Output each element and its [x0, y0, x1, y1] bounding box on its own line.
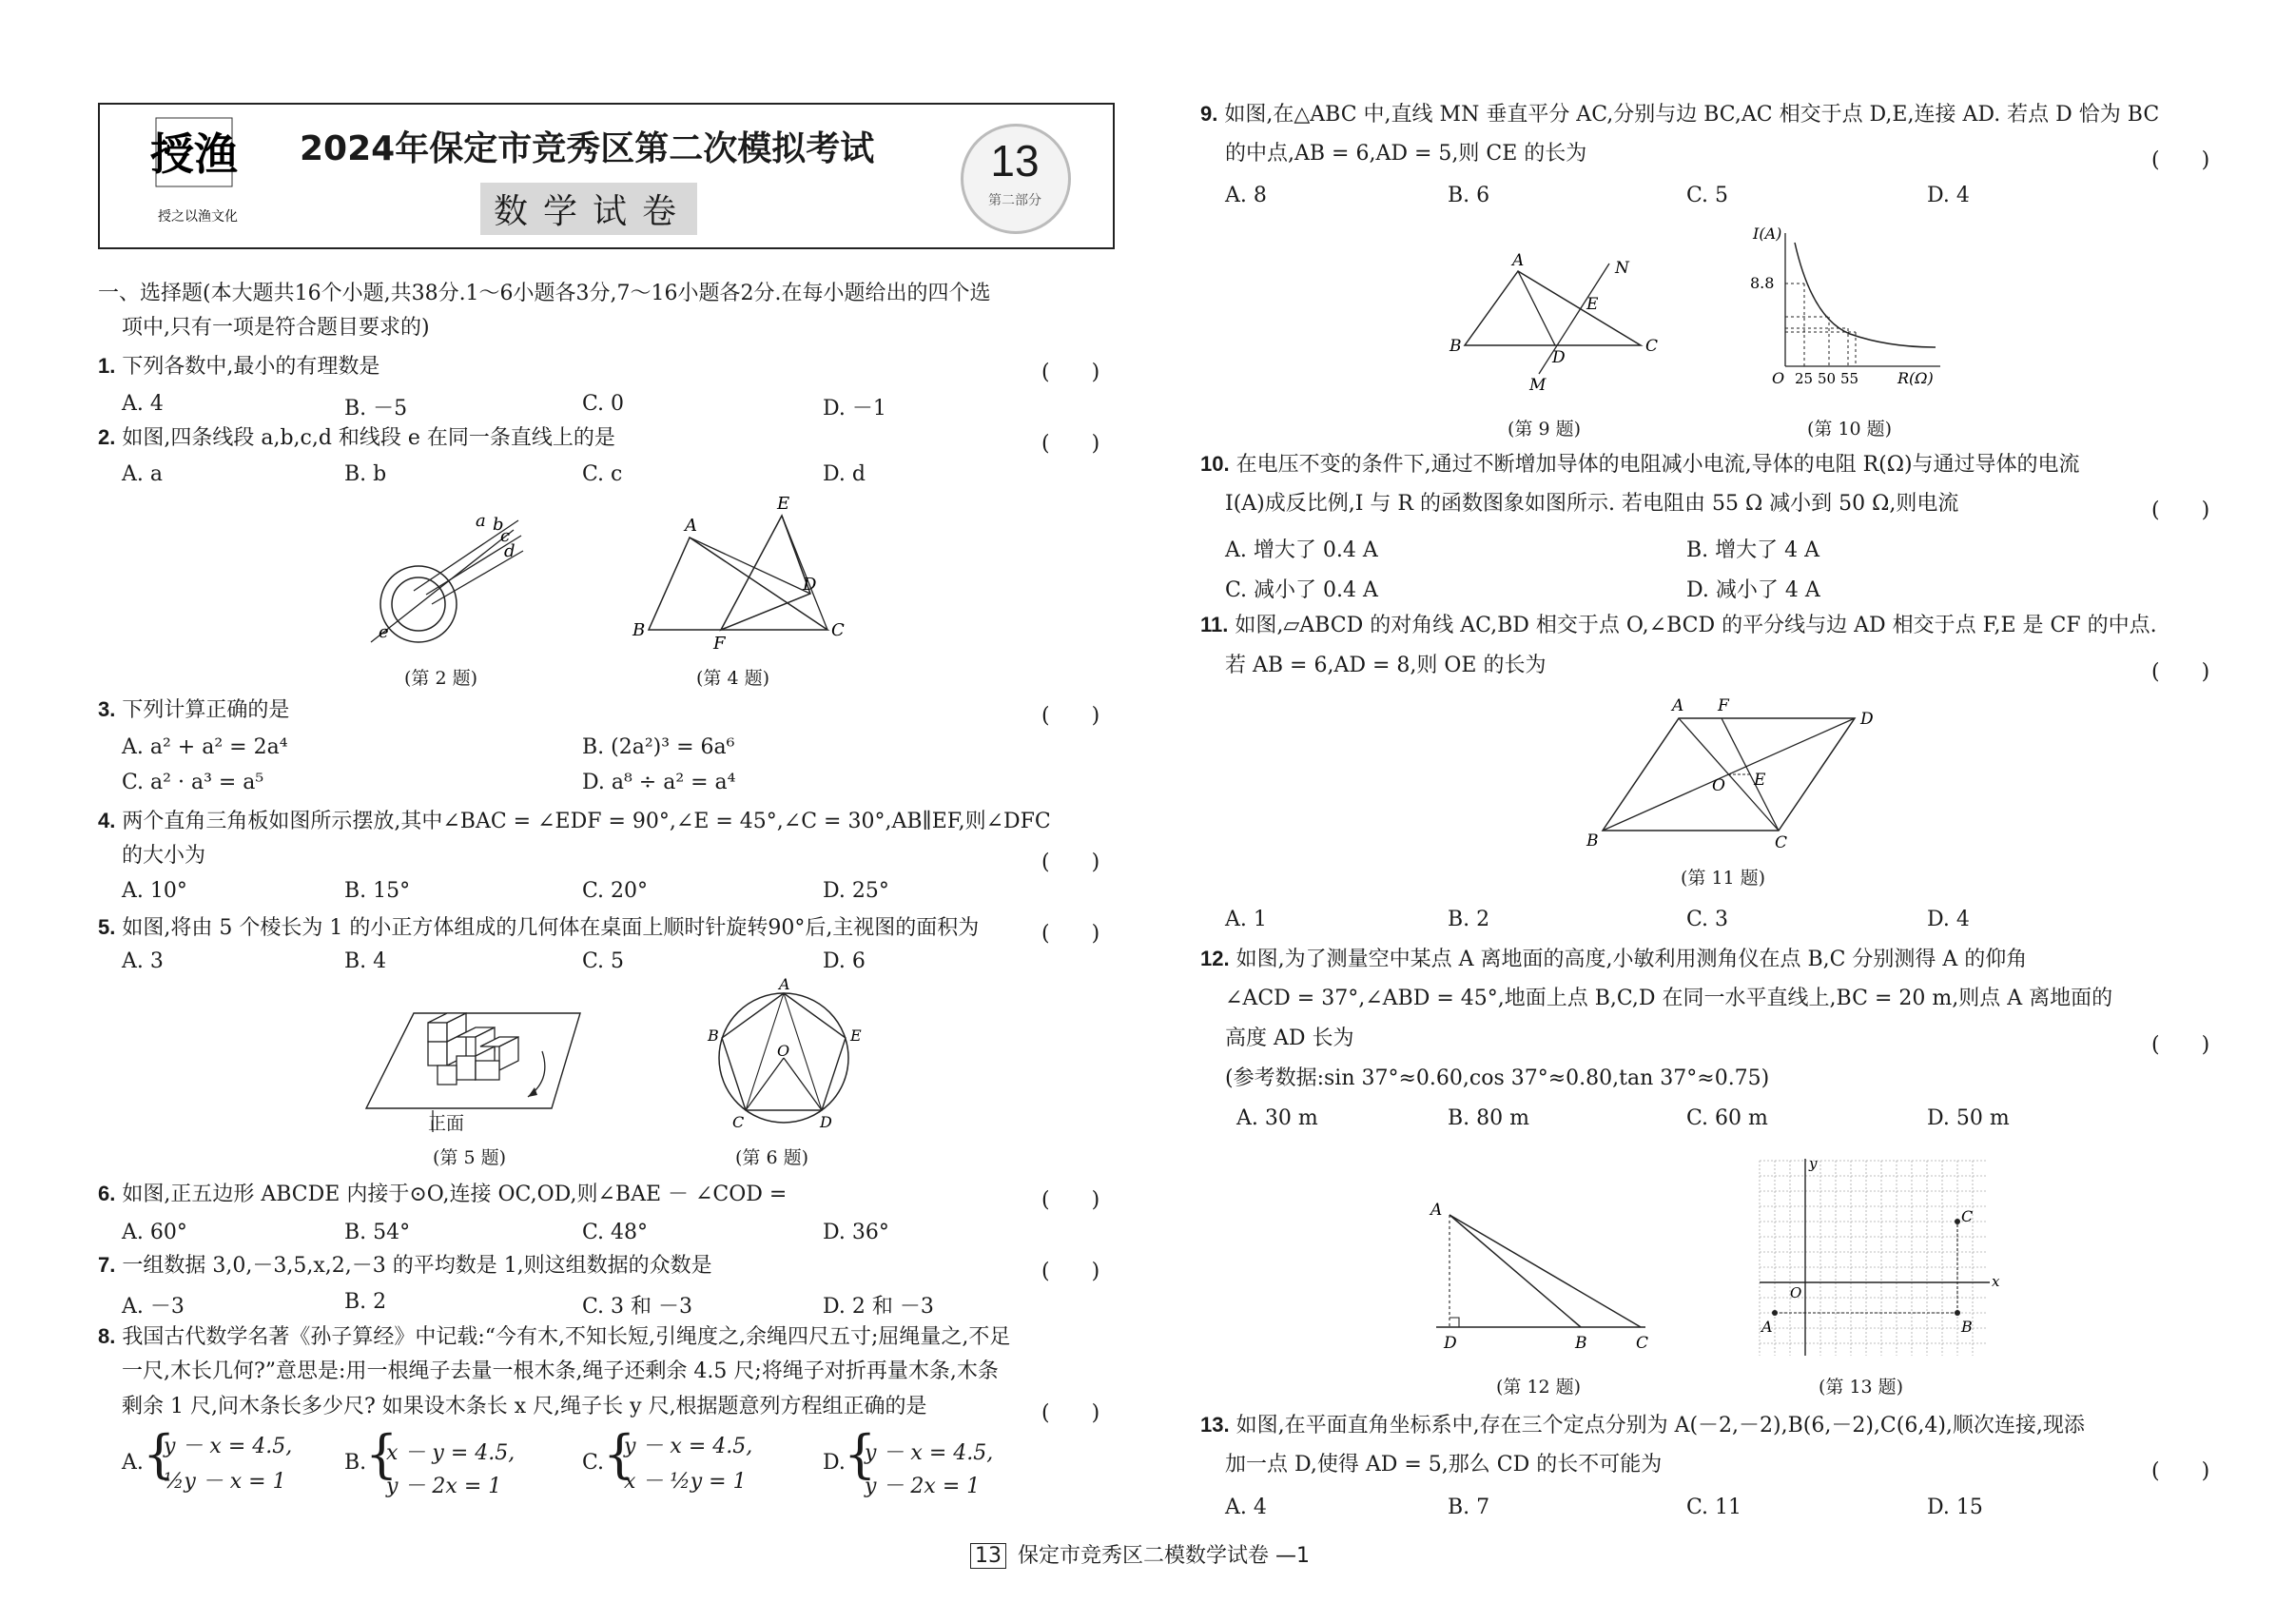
svg-text:O: O	[777, 1042, 790, 1060]
question-text: 如图,正五边形 ABCDE 内接于⊙O,连接 OC,OD,则∠BAE － ∠COD =	[122, 1183, 788, 1206]
question-number: 1.	[98, 354, 116, 378]
svg-text:N: N	[1615, 259, 1629, 278]
option-d[interactable]: D. 2 和 －3	[823, 1295, 934, 1319]
answer-blank-2[interactable]: ( )	[1041, 432, 1100, 456]
svg-text:O: O	[1790, 1284, 1802, 1301]
option-d[interactable]: D. 减小了 4 A	[1686, 578, 1820, 602]
option-c-eq2: x － ½y = 1	[624, 1470, 747, 1494]
svg-text:C: C	[732, 1113, 745, 1131]
svg-text:a: a	[476, 511, 486, 531]
caption-figure-11: (第 11 题)	[1681, 868, 1766, 889]
svg-text:c: c	[500, 526, 511, 546]
svg-text:A: A	[1430, 1201, 1443, 1220]
section-heading-line2: 项中,只有一项是符合题目要求的)	[122, 316, 430, 340]
option-a[interactable]: A. 30 m	[1236, 1106, 1318, 1130]
svg-text:C: C	[1645, 337, 1659, 356]
question-12-line3: 高度 AD 长为	[1225, 1027, 1354, 1050]
option-d-label[interactable]: D.	[823, 1451, 846, 1475]
caption-figure-12: (第 12 题)	[1496, 1377, 1582, 1398]
svg-text:M: M	[1529, 376, 1547, 395]
option-c[interactable]: C. 60 m	[1686, 1106, 1768, 1130]
option-d[interactable]: D. 6	[823, 949, 866, 973]
figure-4-triangles	[628, 495, 846, 656]
caption-figure-10: (第 10 题)	[1807, 419, 1893, 440]
option-d[interactable]: D. d	[823, 462, 866, 486]
fig10-x-tick: 55	[1840, 370, 1859, 387]
option-c-label[interactable]: C.	[582, 1451, 605, 1475]
option-c[interactable]: C. 减小了 0.4 A	[1225, 578, 1378, 602]
svg-text:授之以渔文化: 授之以渔文化	[158, 209, 238, 225]
svg-text:C: C	[1636, 1334, 1649, 1353]
question-number: 2.	[98, 425, 116, 449]
answer-blank-6[interactable]: ( )	[1041, 1188, 1100, 1212]
option-a[interactable]: A. －3	[122, 1295, 185, 1319]
option-b[interactable]: B. (2a²)³ = 6a⁶	[582, 735, 735, 759]
question-12-line2: ∠ACD = 37°,∠ABD = 45°,地面上点 B,C,D 在同一水平直线上,BC = 20 m,则点 A 离地面的	[1225, 987, 2113, 1010]
svg-text:A: A	[685, 516, 697, 536]
option-b-eq2: y － 2x = 1	[386, 1475, 502, 1498]
svg-text:b: b	[493, 515, 504, 535]
fig10-y-value: 8.8	[1750, 274, 1775, 292]
svg-text:O: O	[1712, 776, 1725, 795]
option-c[interactable]: C. 3 和 －3	[582, 1295, 693, 1319]
option-c[interactable]: C. 48°	[582, 1221, 649, 1244]
question-number: 5.	[98, 915, 116, 939]
figure-9-triangle	[1446, 243, 1674, 404]
question-text: 一组数据 3,0,－3,5,x,2,－3 的平均数是 1,则这组数据的众数是	[122, 1254, 712, 1278]
figure-2-circle-lines	[361, 509, 533, 652]
svg-text:B: B	[1575, 1334, 1587, 1353]
question-5	[98, 909, 979, 948]
option-c[interactable]: C. 20°	[582, 879, 649, 903]
svg-text:D: D	[803, 575, 817, 595]
option-c[interactable]: C. 11	[1686, 1496, 1742, 1519]
svg-text:F: F	[1718, 696, 1729, 715]
option-b[interactable]: B. 54°	[344, 1221, 411, 1244]
option-a[interactable]: A. 增大了 0.4 A	[1225, 538, 1378, 562]
option-b-eq1: x － y = 4.5,	[386, 1441, 516, 1465]
question-text: 下列各数中,最小的有理数是	[122, 355, 380, 379]
answer-blank-13[interactable]: ( )	[2151, 1459, 2210, 1483]
option-a[interactable]: A. a	[122, 462, 163, 486]
option-b[interactable]: B. 15°	[344, 879, 411, 903]
svg-text:y: y	[1809, 1155, 1818, 1172]
footer-page-box: 13	[970, 1543, 1006, 1569]
answer-blank-3[interactable]: ( )	[1041, 704, 1100, 728]
figure-10-graph	[1745, 224, 1950, 385]
option-c[interactable]: C. 0	[582, 392, 625, 416]
svg-text:C: C	[1961, 1207, 1974, 1225]
question-number: 12.	[1200, 947, 1230, 970]
svg-text:A: A	[1672, 696, 1684, 715]
option-b[interactable]: B. 80 m	[1448, 1106, 1530, 1130]
svg-text:B: B	[1586, 831, 1599, 851]
svg-text:A: A	[1761, 1318, 1773, 1336]
answer-blank-11[interactable]: ( )	[2151, 660, 2210, 684]
option-a[interactable]: A. 3	[122, 949, 164, 973]
question-13	[1200, 1406, 2085, 1445]
option-b[interactable]: B. 2	[344, 1290, 387, 1314]
caption-figure-5: (第 5 题)	[433, 1147, 506, 1168]
answer-blank-5[interactable]: ( )	[1041, 922, 1100, 946]
option-b[interactable]: B. 6	[1448, 184, 1490, 207]
svg-text:D: D	[820, 1113, 832, 1131]
option-a[interactable]: A. 60°	[122, 1221, 187, 1244]
option-d[interactable]: D. 15	[1927, 1496, 1983, 1519]
option-a-eq1: y － x = 4.5,	[164, 1435, 293, 1458]
option-d[interactable]: D. 4	[1927, 908, 1970, 931]
svg-text:E: E	[1754, 771, 1766, 790]
question-text: 如图,为了测量空中某点 A 离地面的高度,小敏利用测角仪在点 B,C 分别测得 A 的仰角	[1236, 948, 2028, 971]
svg-text:F: F	[713, 634, 726, 654]
option-d[interactable]: D. －1	[823, 397, 886, 420]
question-number: 7.	[98, 1253, 116, 1277]
question-text: 下列计算正确的是	[122, 698, 290, 722]
option-a[interactable]: A. 1	[1225, 908, 1267, 931]
svg-text:授渔: 授渔	[150, 128, 238, 180]
question-4	[98, 802, 1051, 841]
caption-figure-13: (第 13 题)	[1819, 1377, 1904, 1398]
option-c[interactable]: C. a² · a³ = a⁵	[122, 771, 264, 794]
question-2	[98, 419, 615, 458]
question-11	[1200, 606, 2157, 645]
brace-b: {	[365, 1424, 399, 1484]
question-text: 我国古代数学名著《孙子算经》中记载:“今有木,不知长短,引绳度之,余绳四尺五寸;屈绳量之,不足	[122, 1325, 1011, 1349]
badge-number: 13	[990, 136, 1040, 186]
question-12-reference: (参考数据:sin 37°≈0.60,cos 37°≈0.80,tan 37°≈0.75)	[1225, 1066, 1770, 1090]
question-number: 11.	[1200, 613, 1229, 636]
question-number: 10.	[1200, 452, 1230, 476]
front-view-label: 正面	[428, 1113, 465, 1134]
svg-text:x: x	[1992, 1273, 2000, 1290]
figure-5-cubes	[361, 985, 580, 1118]
brace-a: {	[143, 1424, 176, 1484]
option-c[interactable]: C. c	[582, 462, 623, 486]
svg-text:E: E	[777, 494, 790, 514]
option-a[interactable]: A. 10°	[122, 879, 187, 903]
svg-text:A: A	[779, 975, 790, 993]
option-a[interactable]: A. 8	[1225, 184, 1267, 207]
question-1	[98, 347, 379, 386]
section-heading-line1: 一、选择题(本大题共16个小题,共38分.1～6小题各3分,7～16小题各2分.在每小题给出的四个选	[98, 282, 991, 305]
question-7	[98, 1246, 712, 1285]
option-d[interactable]: D. 50 m	[1927, 1106, 2010, 1130]
figure-6-pentagon	[704, 975, 866, 1137]
answer-blank-12[interactable]: ( )	[2151, 1033, 2210, 1057]
option-b[interactable]: B. b	[344, 462, 387, 486]
question-8-line3: 剩余 1 尺,问木条长多少尺? 如果设木条长 x 尺,绳子长 y 尺,根据题意列方程组正确的是	[122, 1395, 927, 1418]
footer-text: 保定市竞秀区二模数学试卷 —1	[1018, 1544, 1310, 1568]
option-d[interactable]: D. 36°	[823, 1221, 889, 1244]
answer-blank-1[interactable]: ( )	[1041, 361, 1100, 384]
question-text: 如图,在平面直角坐标系中,存在三个定点分别为 A(－2,－2),B(6,－2),C(6,4),顺次连接,现添	[1236, 1414, 2085, 1437]
svg-text:E: E	[1586, 295, 1599, 314]
svg-text:C: C	[831, 620, 845, 640]
question-text: 如图,▱ABCD 的对角线 AC,BD 相交于点 O,∠BCD 的平分线与边 AD 相交于点 F,E 是 CF 的中点.	[1235, 614, 2157, 637]
question-11-line2: 若 AB = 6,AD = 8,则 OE 的长为	[1225, 654, 1547, 677]
fig10-origin: O	[1772, 369, 1785, 387]
svg-text:d: d	[504, 541, 516, 561]
question-8-line2: 一尺,木长几何?”意思是:用一根绳子去量一根木条,绳子还剩余 4.5 尺;将绳子对折再量木条,木条	[122, 1359, 999, 1383]
fig10-y-label: I(A)	[1753, 225, 1782, 243]
option-d[interactable]: D. 25°	[823, 879, 889, 903]
caption-figure-6: (第 6 题)	[735, 1147, 808, 1168]
answer-blank-7[interactable]: ( )	[1041, 1260, 1100, 1283]
svg-text:D: D	[1552, 348, 1566, 367]
question-text: 如图,在△ABC 中,直线 MN 垂直平分 AC,分别与边 BC,AC 相交于点 D,E,连接 AD. 若点 D 恰为 BC	[1224, 103, 2160, 127]
brace-c: {	[603, 1424, 636, 1484]
caption-figure-4: (第 4 题)	[696, 668, 769, 689]
option-a-label[interactable]: A.	[122, 1451, 144, 1475]
svg-text:e: e	[379, 622, 389, 642]
svg-text:B: B	[632, 620, 646, 640]
option-b[interactable]: B. 7	[1448, 1496, 1490, 1519]
svg-text:D: D	[1444, 1334, 1457, 1353]
svg-text:D: D	[1860, 710, 1874, 729]
svg-text:C: C	[1775, 833, 1788, 852]
option-a[interactable]: A. 4	[1225, 1496, 1267, 1519]
figure-13-coordinate-grid	[1750, 1151, 2000, 1365]
caption-figure-9: (第 9 题)	[1508, 419, 1581, 440]
option-d[interactable]: D. a⁸ ÷ a² = a⁴	[582, 771, 736, 794]
exam-title: 2024年保定市竞秀区第二次模拟考试	[300, 129, 875, 168]
publisher-logo	[112, 114, 274, 233]
question-text: 在电压不变的条件下,通过不断增加导体的电阻减小电流,导体的电阻 R(Ω)与通过导体的电流	[1236, 453, 2080, 477]
caption-figure-2: (第 2 题)	[404, 668, 477, 689]
question-3	[98, 691, 289, 730]
question-text: 如图,将由 5 个棱长为 1 的小正方体组成的几何体在桌面上顺时针旋转90°后,主视图的面积为	[122, 916, 980, 940]
option-c[interactable]: C. 5	[582, 949, 625, 973]
option-b[interactable]: B. －5	[344, 397, 408, 420]
option-d[interactable]: D. 4	[1927, 184, 1970, 207]
svg-text:E: E	[850, 1027, 862, 1045]
svg-text:A: A	[1512, 251, 1525, 270]
question-text: 两个直角三角板如图所示摆放,其中∠BAC = ∠EDF = 90°,∠E = 45°,∠C = 30°,AB∥EF,则∠DFC	[122, 810, 1051, 833]
option-b-label[interactable]: B.	[344, 1451, 367, 1475]
question-number: 9.	[1200, 102, 1218, 126]
question-10	[1200, 445, 2080, 484]
fig10-x-tick: 50	[1818, 370, 1837, 387]
option-d-eq2: y － 2x = 1	[865, 1475, 981, 1498]
fig10-x-tick: 25	[1795, 370, 1814, 387]
option-c-eq1: y － x = 4.5,	[624, 1435, 753, 1458]
question-number: 8.	[98, 1324, 116, 1348]
answer-blank-9[interactable]: ( )	[2151, 148, 2210, 172]
figure-12-right-triangle	[1417, 1194, 1655, 1360]
fig10-x-label: R(Ω)	[1897, 369, 1934, 387]
figure-11-parallelogram	[1579, 690, 1883, 851]
page-footer	[970, 1539, 1310, 1569]
exam-subtitle: 数学试卷	[480, 183, 697, 235]
svg-text:B: B	[1961, 1318, 1973, 1336]
option-a[interactable]: A. a² + a² = 2a⁴	[122, 735, 288, 759]
option-b[interactable]: B. 4	[344, 949, 387, 973]
question-number: 4.	[98, 809, 116, 832]
brace-d: {	[844, 1424, 877, 1484]
question-number: 3.	[98, 697, 116, 721]
question-8	[98, 1318, 1010, 1357]
question-10-line2: I(A)成反比例,I 与 R 的函数图象如图所示. 若电阻由 55 Ω 减小到 50 Ω,则电流	[1225, 492, 1959, 516]
answer-blank-4[interactable]: ( )	[1041, 851, 1100, 874]
question-number: 6.	[98, 1182, 116, 1205]
question-12	[1200, 940, 2027, 979]
question-6	[98, 1175, 787, 1214]
question-13-line2: 加一点 D,使得 AD = 5,那么 CD 的长不可能为	[1225, 1453, 1663, 1476]
option-b[interactable]: B. 增大了 4 A	[1686, 538, 1820, 562]
answer-blank-10[interactable]: ( )	[2151, 499, 2210, 522]
question-9	[1200, 95, 2159, 134]
question-number: 13.	[1200, 1413, 1230, 1437]
option-a-eq2: ½y － x = 1	[164, 1470, 286, 1494]
question-text: 如图,四条线段 a,b,c,d 和线段 e 在同一条直线上的是	[122, 426, 615, 450]
badge-subtitle: 第二部分	[988, 193, 1041, 208]
svg-text:B: B	[708, 1027, 719, 1045]
question-9-line2: 的中点,AB = 6,AD = 5,则 CE 的长为	[1225, 142, 1587, 166]
option-a[interactable]: A. 4	[122, 392, 164, 416]
option-b[interactable]: B. 2	[1448, 908, 1490, 931]
option-d-eq1: y － x = 4.5,	[865, 1441, 994, 1465]
question-4-line2: 的大小为	[122, 844, 206, 868]
option-c[interactable]: C. 3	[1686, 908, 1729, 931]
answer-blank-8[interactable]: ( )	[1041, 1401, 1100, 1425]
svg-text:B: B	[1450, 337, 1462, 356]
option-c[interactable]: C. 5	[1686, 184, 1729, 207]
